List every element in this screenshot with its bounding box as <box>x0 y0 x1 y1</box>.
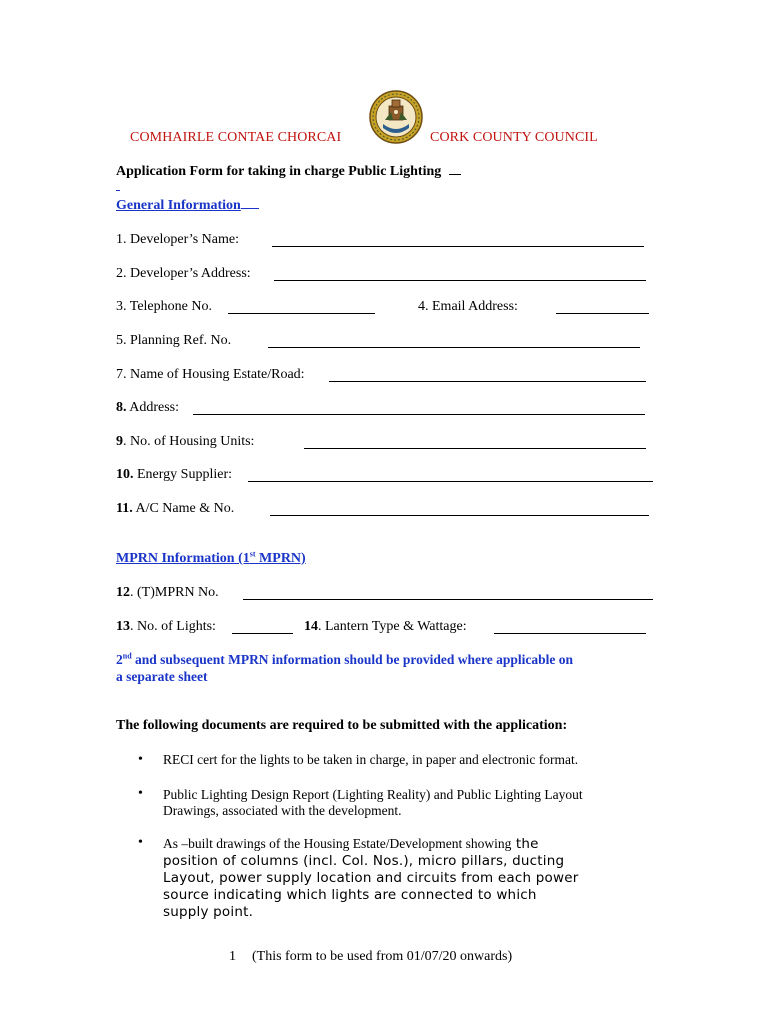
documents-heading: The following documents are required to be submitted with the application: <box>116 718 568 733</box>
document-item-as-built-4: source indicating which lights are connected to which <box>163 887 537 903</box>
note-text-1: and subsequent MPRN information should be provided where applicable on <box>131 652 573 667</box>
field-1-label: . Developer’s Name: <box>123 232 239 247</box>
field-12-label: . (T)MPRN No. <box>130 585 219 600</box>
bullet-3-icon: • <box>138 835 143 850</box>
note-sup: nd <box>122 651 132 661</box>
field-3-label: . Telephone No. <box>123 299 212 314</box>
field-energy-supplier <box>116 467 232 483</box>
field-10-number: 10. <box>116 467 134 482</box>
section-mprn-label-end: MPRN) <box>255 551 306 566</box>
section-general-information <box>116 198 259 214</box>
section-mprn-label: MPRN Information (1 <box>116 551 250 566</box>
field-account-name <box>116 501 234 517</box>
field-1-number: 1 <box>116 232 123 247</box>
document-item-as-built-1 <box>163 836 539 852</box>
mprn-note-line-2: a separate sheet <box>116 669 208 684</box>
email-input[interactable] <box>556 312 649 314</box>
planning-ref-input[interactable] <box>268 346 640 348</box>
field-email <box>418 299 518 315</box>
field-developer-address <box>116 266 251 282</box>
council-seal-icon <box>369 90 423 144</box>
field-8-label: Address: <box>126 400 179 415</box>
field-5-number: 5 <box>116 333 123 348</box>
field-lantern-type <box>304 619 467 635</box>
field-14-label: . Lantern Type & Wattage: <box>318 619 467 634</box>
field-5-label: . Planning Ref. No. <box>123 333 232 348</box>
field-7-label: . Name of Housing Estate/Road: <box>123 367 305 382</box>
field-housing-units <box>116 434 254 450</box>
form-title <box>116 164 461 180</box>
document-item-as-built-3: Layout, power supply location and circuits from each power <box>163 870 579 886</box>
developer-name-input[interactable] <box>272 245 644 247</box>
field-9-number: 9 <box>116 434 123 449</box>
mprn-note-line-1 <box>116 652 573 668</box>
document-item-design-report-2: Drawings, associated with the development. <box>163 803 402 818</box>
housing-units-input[interactable] <box>304 447 646 449</box>
field-14-number: 14 <box>304 619 318 634</box>
title-underline <box>449 173 461 175</box>
developer-address-input[interactable] <box>274 279 646 281</box>
document-item-design-report-1: Public Lighting Design Report (Lighting Reality) and Public Lighting Layout <box>163 787 583 802</box>
field-13-label: . No. of Lights: <box>130 619 216 634</box>
stray-underline <box>116 190 120 191</box>
field-9-label: . No. of Housing Units: <box>123 434 255 449</box>
as-built-text-sans: the <box>511 836 539 852</box>
section-mprn-information <box>116 551 306 567</box>
field-4-label: . Email Address: <box>425 299 518 314</box>
mprn-number-input[interactable] <box>243 598 653 600</box>
field-4-number: 4 <box>418 299 425 314</box>
field-8-number: 8. <box>116 400 127 415</box>
document-item-as-built-2: position of columns (incl. Col. Nos.), micro pillars, ducting <box>163 853 565 869</box>
field-number-of-lights <box>116 619 216 635</box>
field-2-number: 2 <box>116 266 123 281</box>
form-title-text: Application Form for taking in charge Public Lighting <box>116 164 442 179</box>
document-item-as-built-5: supply point. <box>163 904 254 920</box>
note-prefix: 2 <box>116 652 123 667</box>
address-input[interactable] <box>193 413 645 415</box>
header-irish-name: COMHAIRLE CONTAE CHORCAI <box>130 130 342 145</box>
field-telephone <box>116 299 212 315</box>
energy-supplier-input[interactable] <box>248 480 653 482</box>
housing-estate-name-input[interactable] <box>329 380 646 382</box>
footer-note: (This form to be used from 01/07/20 onwards) <box>252 949 513 964</box>
section-mprn-sup: st <box>249 549 256 559</box>
field-2-label: . Developer’s Address: <box>123 266 251 281</box>
field-planning-ref <box>116 333 231 349</box>
number-of-lights-input[interactable] <box>232 632 293 634</box>
account-name-input[interactable] <box>270 514 649 516</box>
section-general-underline <box>241 207 259 209</box>
bullet-1-icon: • <box>138 752 143 767</box>
telephone-input[interactable] <box>228 312 375 314</box>
field-mprn-number <box>116 585 219 601</box>
field-12-number: 12 <box>116 585 130 600</box>
as-built-text-serif: As –built drawings of the Housing Estate/Development showing <box>163 836 512 851</box>
lantern-type-input[interactable] <box>494 632 646 634</box>
document-item-reci: RECI cert for the lights to be taken in charge, in paper and electronic format. <box>163 752 579 767</box>
field-10-label: Energy Supplier: <box>133 467 233 482</box>
field-housing-estate-name <box>116 367 305 383</box>
section-general-label: General Information <box>116 198 241 213</box>
field-13-number: 13 <box>116 619 130 634</box>
field-11-number: 11. <box>116 501 133 516</box>
page-number: 1 <box>229 949 236 964</box>
field-7-number: 7 <box>116 367 123 382</box>
header-english-name: CORK COUNTY COUNCIL <box>430 130 598 145</box>
field-3-number: 3 <box>116 299 123 314</box>
field-developer-name <box>116 232 239 248</box>
bullet-2-icon: • <box>138 786 143 801</box>
field-11-label: A/C Name & No. <box>132 501 235 516</box>
field-address <box>116 400 179 416</box>
